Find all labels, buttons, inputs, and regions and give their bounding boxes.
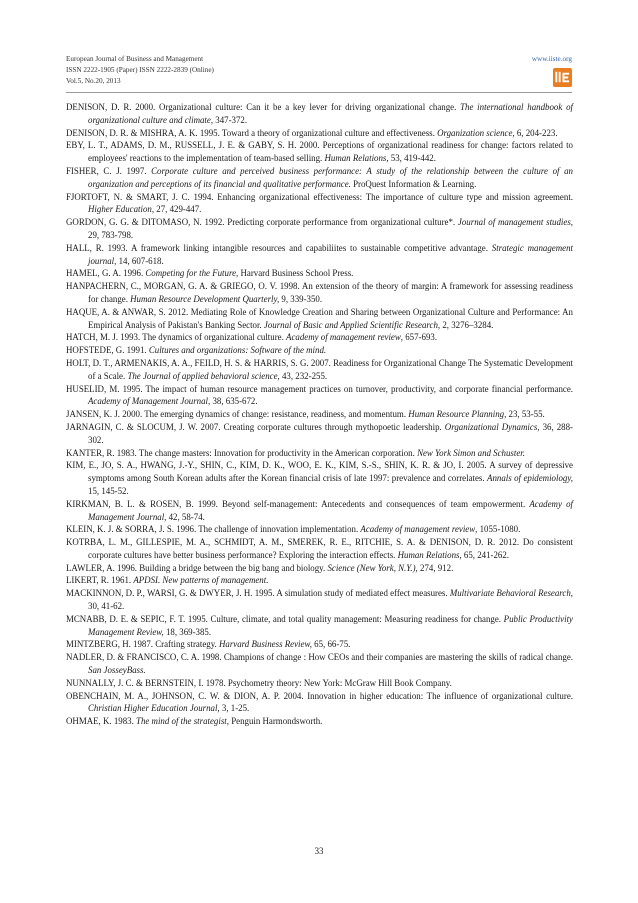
page-number: 33 [314, 846, 324, 856]
reference-details: 3, 1-25. [219, 703, 250, 714]
reference-text: HOFSTEDE, G. 1991. [66, 345, 149, 356]
reference-entry [66, 139, 573, 165]
journal-issn: ISSN 2222-1905 (Paper) ISSN 2222-2839 (Online) [66, 66, 214, 75]
reference-entry [66, 498, 573, 524]
reference-entry [66, 421, 573, 447]
reference-details: , 657-693. [400, 332, 438, 343]
reference-entry [66, 101, 573, 127]
reference-source: Human Relations, [397, 549, 462, 560]
reference-source: Academy of management review [360, 524, 476, 535]
reference-entry [66, 613, 573, 639]
reference-source: Journal of Basic and Applied Scientific Research, [263, 319, 441, 330]
reference-entry [66, 677, 573, 690]
reference-details: 65, 66-75. [311, 639, 351, 650]
reference-source: Organizational Dynamics, [444, 421, 540, 432]
reference-entry [66, 638, 573, 651]
reference-entry [66, 242, 573, 268]
reference-details: 23, 53-55. [506, 409, 545, 420]
reference-source: Academy of management review [286, 332, 401, 343]
reference-entry [66, 383, 573, 409]
reference-details: 27, 429-447. [154, 204, 202, 215]
reference-entry [66, 357, 573, 383]
reference-text: MCNABB, D. E. & SEPIC, F. T. 1995. Culture, climate, and total quality management: Measuring readiness for change. [66, 613, 504, 624]
reference-text: NUNNALLY, J. C. & BERNSTEIN, I. 1978. Psychometry theory: New York: McGraw Hill Book Company. [66, 677, 452, 688]
reference-entry [66, 165, 573, 191]
reference-text: MINTZBERG, H. 1987. Crafting strategy. [66, 639, 219, 650]
reference-text: FJORTOFT, N. & SMART, J. C. 1994. Enhancing organizational effectiveness: The importance of culture type and mission agreement. [66, 191, 573, 202]
reference-source: Multivariate Behavioral Research, [449, 588, 573, 599]
reference-source: Human Resource Development Quarterly, [130, 293, 280, 304]
reference-details: 42, 58-74. [166, 511, 205, 522]
reference-source: New York Simon and Schuster. [417, 447, 525, 458]
reference-entry [66, 267, 573, 280]
reference-source: Higher Education, [88, 204, 155, 215]
reference-source: The international handbook of organizational culture and climate [88, 102, 573, 125]
reference-details: 36, 288-302. [88, 421, 573, 445]
reference-source: Human Relations, [324, 153, 389, 164]
reference-source: The mind of the strategist, [136, 716, 229, 727]
reference-entry [66, 459, 573, 497]
reference-details: , 347-372. [210, 114, 248, 125]
reference-entry [66, 344, 573, 357]
reference-text: HATCH, M. J. 1993. The dynamics of organizational culture. [66, 332, 287, 343]
reference-text: HOLT, D. T., ARMENAKIS, A. A., FEILD, H. S. & HARRIS, S. G. 2007. Readiness for Organizational Change The Systematic Development of a Scale. [66, 357, 573, 381]
reference-details: 18, 369-385. [163, 626, 212, 637]
reference-text: KOTRBA, L. M., GILLESPIE, M. A., SCHMIDT, A. M., SMEREK, R. E., RITCHIE, S. A. & DENISON, D. R. 2012. Do consistent corporate cultures have better business performance? Exploring the interaction effects. [66, 537, 573, 560]
reference-entry [66, 574, 573, 587]
reference-details: 29, 783-798. [88, 229, 134, 240]
reference-details: ProQuest Information & Learning. [350, 178, 477, 189]
reference-text: DENISON, D. R. 2000. Organizational culture: Can it be a key lever for driving organizational change. [66, 102, 461, 112]
reference-text: GORDON, G. G. & DITOMASO, N. 1992. Predicting corporate performance from organizational culture*. [66, 217, 458, 228]
reference-text: LIKERT, R. 1961. [66, 575, 134, 586]
reference-text: HUSELID, M. 1995. The impact of human resource management practices on turnover, productivity, and corporate financial performance. [66, 383, 573, 394]
reference-text: KIRKMAN, B. L. & ROSEN, B. 1999. Beyond self-management: Antecedents and consequences of team empowerment. [66, 498, 530, 509]
reference-text: NADLER, D. & FRANCISCO, C. A. 1998. Champions of change : How CEOs and their companies are mastering the skills of radical change. [66, 652, 573, 663]
reference-entry [66, 331, 573, 344]
reference-details: 53, 419-442. [388, 153, 436, 164]
reference-text: KIM, E., JO, S. A., HWANG, J.-Y., SHIN, C., KIM, D. K., WOO, E. K., KIM, S.-S., SHIN, K. R. & JO, I. 2005. A survey of depressive symptoms among South Korean adults after the Korean financial crisis of late 1997: prevalence and correlates. [66, 460, 573, 484]
reference-details: 6, 204-223. [514, 127, 558, 138]
reference-text: MACKINNON, D. P., WARSI, G. & DWYER, J. H. 1995. A simulation study of mediated effect measures. [66, 588, 450, 599]
reference-details: 2, 3276–3284. [440, 319, 494, 330]
reference-details: 43, 232-255. [279, 370, 328, 381]
reference-text: EBY, L. T., ADAMS, D. M., RUSSELL, J. E. & GABY, S. H. 2000. Perceptions of organizational readiness for change: factors related to employees' reactions to the implementation of team-based selling. [66, 140, 573, 164]
reference-text: HANPACHERN, C., MORGAN, G. A. & GRIEGO, O. V. 1998. An extension of the theory of margin: A framework for assessing readiness for change. [66, 281, 573, 304]
reference-text: HAMEL, G. A. 1996. [66, 268, 146, 279]
reference-source: Annals of epidemiology, [487, 473, 573, 484]
reference-details: Harvard Business School Press. [238, 268, 354, 279]
reference-entry [66, 408, 573, 421]
journal-volume: Vol.5, No.20, 2013 [66, 77, 121, 86]
reference-details: 30, 41-62. [88, 601, 125, 612]
reference-text: LAWLER, A. 1996. Building a bridge between the big bang and biology. [66, 562, 328, 573]
reference-text: JARNAGIN, C. & SLOCUM, J. W. 2007. Creating corporate cultures through mythopoetic leadership. [66, 421, 445, 432]
reference-entry [66, 523, 573, 536]
reference-details: 9, 339-350. [279, 293, 323, 304]
reference-source: APDSI. New patterns of management. [133, 575, 269, 586]
reference-source: The Journal of applied behavioral science, [127, 370, 280, 381]
page-header [66, 54, 572, 88]
reference-entry [66, 562, 573, 575]
reference-details: 274, 912. [417, 562, 454, 573]
reference-entry [66, 306, 573, 332]
reference-entry [66, 280, 573, 306]
reference-source: Harvard Business Review, [219, 639, 312, 650]
header-divider [66, 92, 572, 93]
reference-source: Cultures and organizations: Software of the mind. [148, 345, 327, 356]
reference-source: Academy of Management Journal, [88, 498, 573, 522]
reference-details: 38, 635-672. [210, 396, 258, 407]
reference-text: KANTER, R. 1983. The change masters: Innovation for productivity in the American corporation. [66, 447, 418, 458]
reference-text: DENISON, D. R. & MISHRA, A. K. 1995. Toward a theory of organizational culture and effectiveness. [66, 127, 438, 138]
reference-source: Organization science, [437, 127, 515, 138]
reference-text: OHMAE, K. 1983. [66, 716, 137, 727]
reference-source: Journal of management studies, [457, 217, 573, 228]
reference-details: 14, 607-618. [116, 255, 164, 266]
reference-list [66, 101, 573, 728]
reference-details: 65, 241-262. [461, 549, 510, 560]
reference-entry [66, 216, 573, 242]
journal-title: European Journal of Business and Management [66, 55, 204, 63]
reference-details: , 1055-1080. [475, 524, 521, 535]
reference-entry [66, 191, 573, 217]
reference-source: Competing for the Future, [145, 268, 239, 279]
reference-entry [66, 587, 573, 613]
reference-text: HAQUE, A. & ANWAR, S. 2012. Mediating Role of Knowledge Creation and Sharing between Organizational Culture and Performance: An Empirical Analysis of Pakistan's Banking Sector. [66, 306, 573, 330]
reference-text: JANSEN, K. J. 2000. The emerging dynamics of change: resistance, readiness, and momentum. [66, 409, 409, 420]
reference-entry [66, 447, 573, 460]
reference-source: Corporate culture and perceived business performance: A study of the relationship between the culture of an organization and perceptions of its financial and qualitative performance. [88, 165, 573, 189]
reference-entry [66, 651, 573, 677]
reference-source: Science (New York, N.Y.), [327, 562, 418, 573]
reference-source: San JosseyBass. [88, 665, 146, 676]
reference-source: Strategic management journal, [88, 242, 573, 266]
reference-source: Human Resource Planning, [408, 409, 507, 420]
reference-entry [66, 127, 573, 140]
reference-text: HALL, R. 1993. A framework linking intangible resources and capabiliites to sustainable competitive advantage. [66, 242, 492, 253]
reference-entry [66, 536, 573, 562]
reference-source: Academy of Management Journal, [88, 396, 211, 407]
reference-source: Public Productivity Management Review, [88, 613, 573, 637]
journal-url-link[interactable]: www.iiste.org [531, 55, 572, 63]
reference-text: FISHER, C. J. 1997. [66, 165, 152, 176]
reference-source: Christian Higher Education Journal, [88, 703, 220, 714]
reference-text: KLEIN, K. J. & SORRA, J. S. 1996. The challenge of innovation implementation. [66, 524, 361, 535]
reference-entry [66, 715, 573, 728]
iiste-logo-icon [553, 68, 572, 87]
reference-details: Penguin Harmondsworth. [228, 716, 323, 727]
reference-details: 15, 145-52. [88, 485, 129, 496]
reference-entry [66, 690, 573, 716]
reference-text: OBENCHAIN, M. A., JOHNSON, C. W. & DION, A. P. 2004. Innovation in higher education: The influence of organizational culture. [66, 690, 573, 701]
